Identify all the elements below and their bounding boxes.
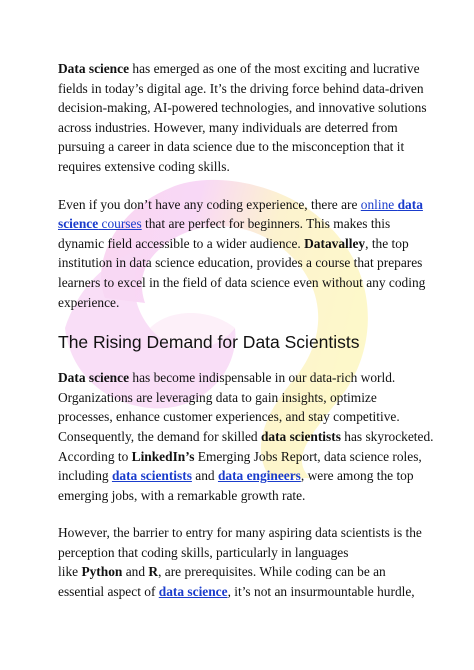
text-span: , were among the top emerging jobs, with a remarkable growth rate.	[58, 468, 414, 503]
text-span: and	[191, 468, 218, 484]
text-span: Emerging Jobs Report, data science roles, including	[58, 448, 422, 484]
paragraph-intro	[58, 59, 434, 177]
bold-text: data scientists	[260, 428, 341, 444]
link-online-data-science-courses[interactable]: online data science courses	[58, 196, 423, 232]
bold-text: Data science	[58, 370, 130, 386]
text-span: has become indispensable in our data-rich world. Organizations are leveraging data to gain insights, optimize processes, enhance customer experiences, and stay competitive. Consequently, the demand for skilled	[58, 370, 400, 444]
text-span: , it’s not an insurmountable hurdle,	[227, 584, 415, 600]
bold-text: Datavalley	[304, 235, 366, 251]
text-span: like	[58, 564, 82, 580]
paragraph-demand	[58, 368, 434, 505]
text-span: Even if you don’t have any coding experience, there are	[58, 196, 361, 212]
link-data-scientists[interactable]: data scientists	[111, 468, 192, 484]
paragraph-barrier	[58, 523, 434, 601]
section-heading: The Rising Demand for Data Scientists	[58, 332, 360, 353]
text-span: has skyrocketed. According to	[58, 428, 434, 464]
text-span: has emerged as one of the most exciting and lucrative fields in today’s digital age. It’s the driving force behind data-driven decision-making, AI-powered technologies, and innovative solutions across industries. However, many individuals are deterred from pursuing a career in data science due to the misconception that it requires extensive coding skills.	[58, 61, 427, 174]
link-data-engineers[interactable]: data engineers	[217, 468, 301, 484]
bold-text: R	[148, 564, 159, 580]
text-span: , the top institution in data science education, provides a course that prepares learners to excel in the field of data science even without any coding experience.	[58, 235, 426, 310]
bold-text: LinkedIn’s	[131, 448, 195, 464]
link-data-science[interactable]: data science	[158, 584, 228, 600]
text-span: , are prerequisites. While coding can be an essential aspect of	[58, 564, 386, 600]
bold-text: Python	[81, 564, 123, 580]
text-span: that are perfect for beginners. This makes this dynamic field accessible to a wider audience.	[58, 216, 391, 251]
bold-text: Data science	[58, 61, 130, 76]
text-span: However, the barrier to entry for many aspiring data scientists is the perception that coding skills, particularly in languages	[58, 525, 422, 560]
paragraph-courses	[58, 195, 434, 313]
text-span: and	[122, 564, 149, 580]
